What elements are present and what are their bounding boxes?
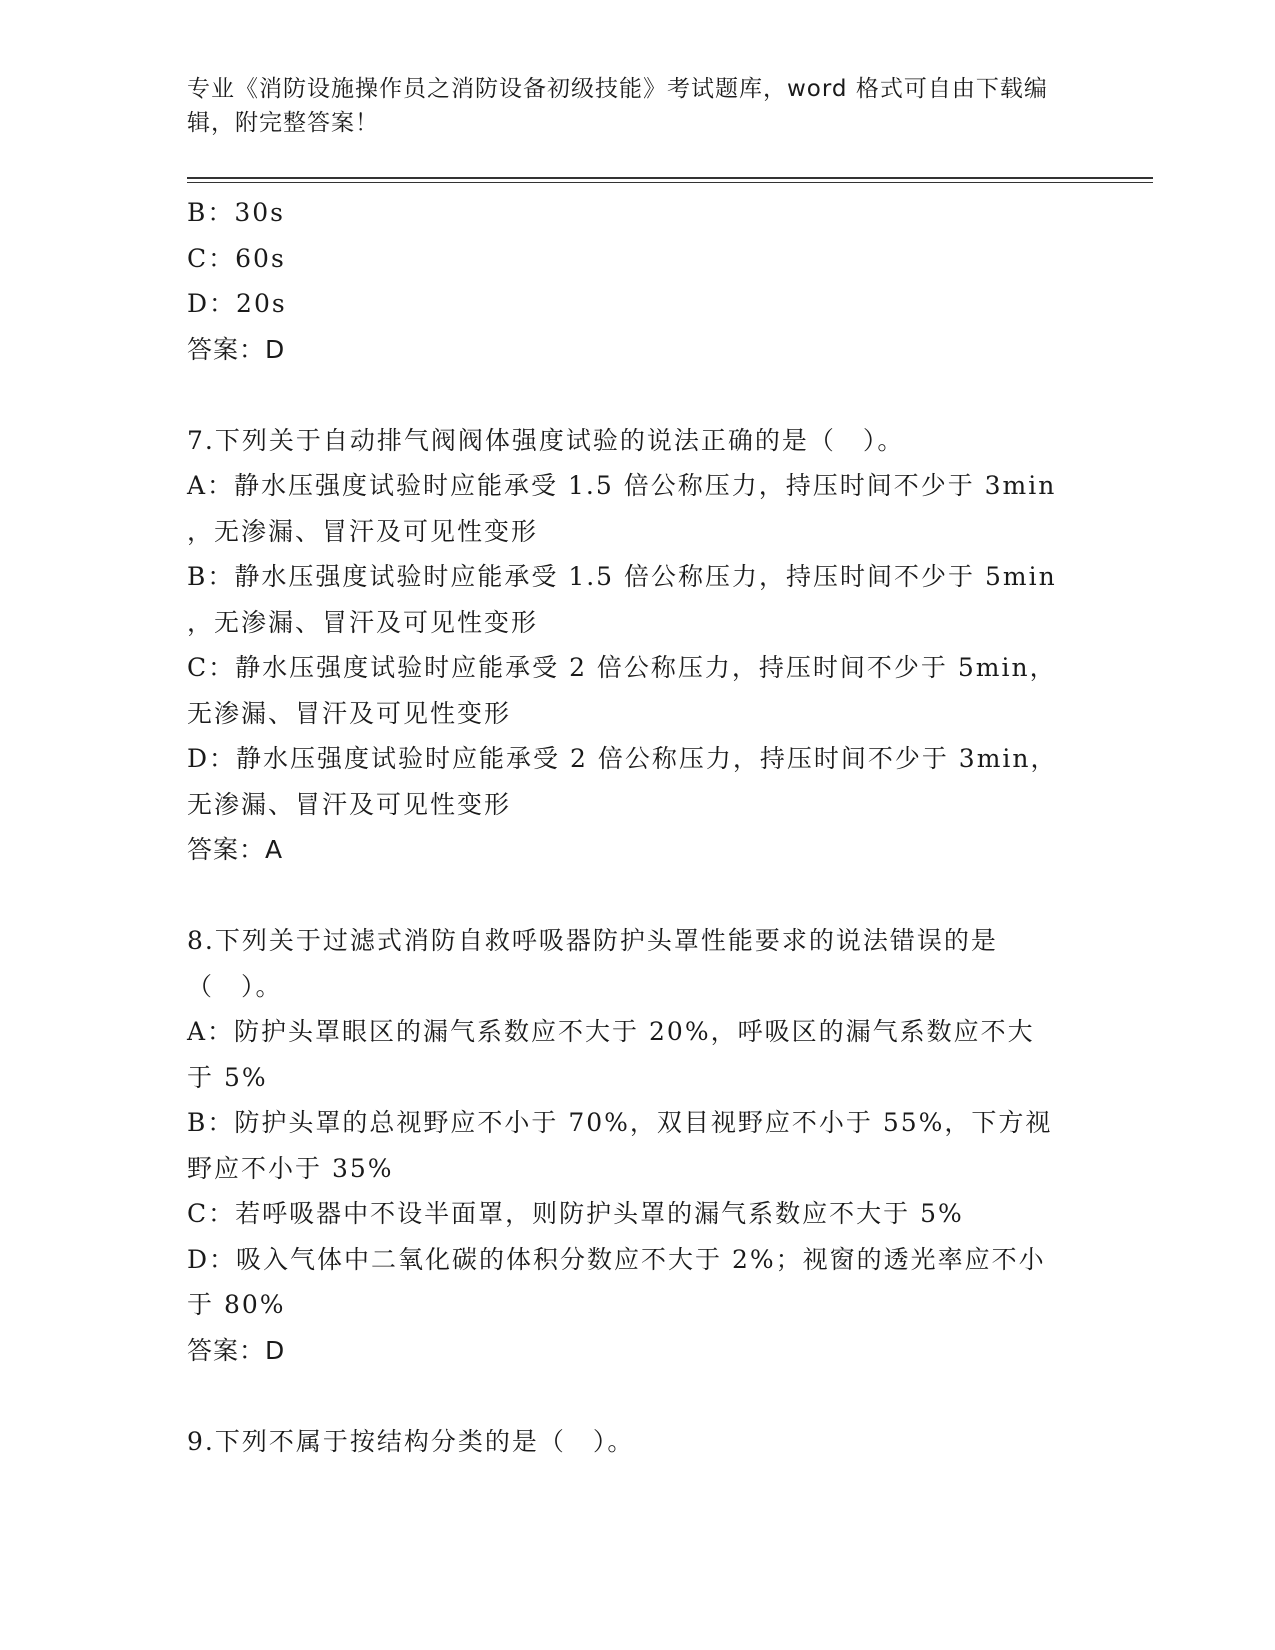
question-stem-line-1: 8.下列关于过滤式消防自救呼吸器防护头罩性能要求的说法错误的是 (187, 926, 998, 955)
question-stem: 7.下列关于自动排气阀阀体强度试验的说法正确的是（ ）。 (187, 425, 905, 455)
option-d: D：20s (187, 289, 287, 318)
option-d-line-1: D：吸入气体中二氧化碳的体积分数应不大于 2%；视窗的透光率应不小 (187, 1244, 1046, 1274)
option-b-line-2: 野应不小于 35% (187, 1153, 394, 1183)
question-stem: 9.下列不属于按结构分类的是（ ）。 (187, 1426, 635, 1456)
option-a-line-1: A：静水压强度试验时应能承受 1.5 倍公称压力，持压时间不少于 3min (187, 471, 1057, 500)
question-stem-line-2: （ ）。 (187, 971, 283, 1001)
option-b: B：30s (187, 198, 286, 227)
answer: 答案：D (187, 1335, 286, 1365)
question-9 (187, 1419, 1087, 1465)
header-line-1: 专业《消防设施操作员之消防设备初级技能》考试题库，word 格式可自由下载编 (187, 76, 1048, 102)
option-c-line-1: C：静水压强度试验时应能承受 2 倍公称压力，持压时间不少于 5min， (187, 653, 1057, 682)
option-a-line-2: ，无渗漏、冒汗及可见性变形 (187, 516, 539, 546)
question-8 (187, 918, 1087, 1373)
question-7 (187, 418, 1087, 873)
header-divider-thin (187, 182, 1153, 183)
option-b-line-1: B：防护头罩的总视野应不小于 70%，双目视野应不小于 55%，下方视 (187, 1108, 1053, 1137)
answer: 答案：D (187, 334, 286, 364)
option-b-line-2: ，无渗漏、冒汗及可见性变形 (187, 607, 539, 637)
answer: 答案：A (187, 835, 284, 864)
document-header (187, 72, 1087, 140)
option-d-line-1: D：静水压强度试验时应能承受 2 倍公称压力，持压时间不少于 3min， (187, 744, 1058, 773)
option-a-line-2: 于 5% (187, 1062, 268, 1092)
document-body (187, 190, 1087, 1464)
header-divider-thick (187, 177, 1153, 179)
question-6-tail (187, 190, 1087, 372)
header-line-2: 辑，附完整答案！ (187, 110, 379, 136)
option-d-line-2: 于 80% (187, 1290, 286, 1319)
option-d-line-2: 无渗漏、冒汗及可见性变形 (187, 789, 512, 819)
option-c: C：60s (187, 243, 286, 273)
option-b-line-1: B：静水压强度试验时应能承受 1.5 倍公称压力，持压时间不少于 5min (187, 562, 1057, 591)
option-c-line-2: 无渗漏、冒汗及可见性变形 (187, 698, 512, 728)
option-c: C：若呼吸器中不设半面罩，则防护头罩的漏气系数应不大于 5% (187, 1199, 964, 1228)
option-a-line-1: A：防护头罩眼区的漏气系数应不大于 20%，呼吸区的漏气系数应不大 (187, 1017, 1035, 1046)
